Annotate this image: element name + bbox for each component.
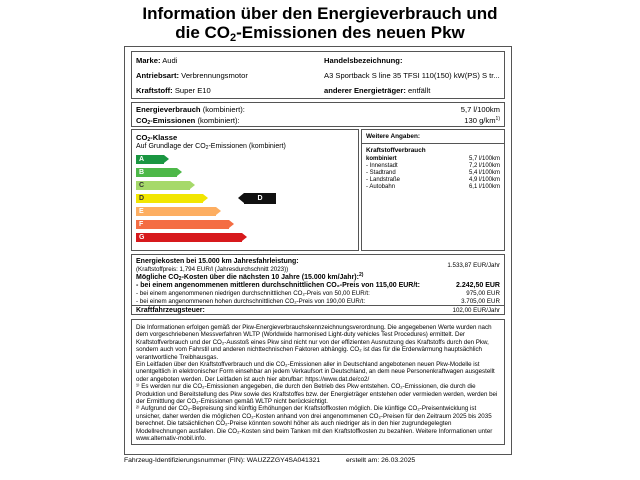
current-class-marker: D <box>244 193 276 204</box>
date-footer: erstellt am: 26.03.2025 <box>346 457 416 464</box>
fuel-consumption-label: - Innenstadt <box>366 163 398 169</box>
note-paragraph: ¹⁾ Es werden nur die CO₂-Emissionen angegeben, die durch den Betrieb des Pkw entstehen. CO₂-Emissionen, die durch die Produktion und Bereitstellung des Pkw sowie des Kraftstoffes bzw. der Energieträger entstehen oder vermieden werden, werden bei der Ermittlung der CO₂-Emissionen gemäß WLTP nicht berücksichtigt. <box>136 383 498 406</box>
vehicle-tax-label: Kraftfahrzeugsteuer: <box>136 307 205 314</box>
fuel-row: Kraftstoff: Super E10 <box>136 86 211 95</box>
co2-class-subtitle: Auf Grundlage der $CO_2$-Emissionen (kombiniert) <box>136 143 286 151</box>
title-line-2: die $CO_2$-Emissionen des neuen Pkw <box>175 23 465 44</box>
other-energy-row: anderer Energieträger: entfällt <box>324 86 431 95</box>
co2-class-bar-d: D <box>136 194 203 203</box>
note-paragraph: Die Informationen erfolgen gemäß der Pkw-Energieverbrauchskennzeichnungsverordnung. Die angegebenen Werte wurden nach dem vorgeschriebenen Messverfahren WLTP (Worldwide harmonised Light-duty vehicles Test Procedures) ermittelt. Der Kraftstoffverbrauch und der CO₂-Ausstoß eines Pkw sind nicht nur von der effizienten Ausnutzung des Kraftstoffs durch den Pkw, sondern auch vom Fahrstil und anderen nichttechnischen Faktoren abhängig. CO₂ ist das für die Erderwärmung hauptsächlich verantwortliche Treibhausgas. <box>136 324 492 361</box>
trade-name-label: Handelsbezeichnung: <box>324 56 403 65</box>
title-line-1: Information über den Energieverbrauch und <box>142 4 498 23</box>
trade-name-value: A3 Sportback S line 35 TFSI 110(150) kW(PS) S tr... <box>324 71 500 80</box>
fuel-consumption-label: - Autobahn <box>366 184 396 190</box>
fuel-consumption-label: - Landstraße <box>366 177 401 183</box>
note-paragraph: ²⁾ Aufgrund der CO₂-Bepreisung sind künftig Erhöhungen der Kraftstoffkosten möglich. Die künftige CO₂-Preisentwicklung ist unsicher, daher werden die möglichen CO₂-Kosten anhand von drei angenommenen CO₂-Preisen für den Zeitraum 2025 bis 2035 berechnet. Die tatsächlichen CO₂-Preise könnten sowohl höher als auch niedriger als in den hier zugrundegelegten Modellrechnungen ausfallen. Die CO₂-Kosten sind beim Tanken mit den Kraftstoffkosten zu bezahlen. Weitere Informationen unter www.alternativ-mobil.info. <box>136 405 493 443</box>
drive-row: Antriebsart: Verbrennungsmotor <box>136 71 248 80</box>
co2-cost-high-value: 3.705,00 EUR <box>461 298 500 305</box>
co2-cost-mid-label: - bei einem angenommenen mittleren durchschnittlichen CO₂-Preis von 115,00 EUR/t: <box>136 282 420 289</box>
energy-consumption-row: Energieverbrauch (kombiniert): <box>136 105 245 114</box>
co2-class-bar-c: C <box>136 181 190 190</box>
vehicle-header-box <box>131 51 505 99</box>
fuel-consumption-label: - Stadtrand <box>366 170 396 176</box>
co2-cost-low-label: - bei einem angenommenen niedrigen durchschnittlichen CO₂-Preis von 50,00 EUR/t: <box>136 290 370 297</box>
vehicle-tax-value: 102,00 EUR/Jahr <box>452 307 500 314</box>
further-info-divider <box>362 143 504 144</box>
costs-box <box>131 254 505 315</box>
energy-label-sheet <box>124 46 512 455</box>
co2-class-box <box>131 129 359 251</box>
co2-cost-high-label: - bei einem angenommenen hohen durchschnittlichen CO₂-Preis von 190,00 EUR/t: <box>136 298 366 305</box>
fuel-consumption-value: 5,4 l/100km <box>468 170 500 176</box>
co2-cost-title: Mögliche $CO_2$-Kosten über die nächsten 10 Jahre (15.000 km/Jahr):$^{2)}$ <box>136 272 364 282</box>
vin-footer: Fahrzeug-Identifizierungsnummer (FIN): WAUZZZGY4SA041321 <box>124 457 321 464</box>
co2-emission-value: 130 $g/km^{1)}$ <box>464 116 500 125</box>
energy-consumption-value: 5,7 l/100km <box>460 105 500 114</box>
co2-emission-row: $CO_2$-Emissionen (kombiniert): <box>136 116 240 126</box>
co2-class-title: $CO_2$-Klasse <box>136 133 178 143</box>
fuel-consumption-value: 7,2 l/100km <box>468 163 500 169</box>
energy-cost-label: Energiekosten bei 15.000 km Jahresfahrleistung: <box>136 258 299 265</box>
further-info-box <box>361 129 505 251</box>
co2-class-bar-e: E <box>136 207 216 216</box>
co2-class-bar-f: F <box>136 220 229 229</box>
energy-cost-value: 1.533,87 EUR/Jahr <box>447 262 500 269</box>
fuel-consumption-value: 5,7 l/100km <box>468 156 500 162</box>
fuel-consumption-value: 4,9 l/100km <box>468 177 500 183</box>
fuel-consumption-title: Kraftstoffverbrauch <box>366 147 426 154</box>
co2-class-bar-a: A <box>136 155 164 164</box>
co2-cost-low-value: 975,00 EUR <box>466 290 500 297</box>
notes-box <box>131 319 505 445</box>
brand-row: Marke: Audi <box>136 56 178 65</box>
page-title <box>0 4 640 42</box>
further-info-title: Weitere Angaben: <box>366 133 420 140</box>
co2-class-bar-b: B <box>136 168 177 177</box>
energy-cost-note: (Kraftstoffpreis: 1,794 EUR/l (Jahresdurchschnitt 2023)) <box>136 266 289 273</box>
fuel-consumption-label: kombiniert <box>366 156 397 162</box>
co2-class-bar-g: G <box>136 233 242 242</box>
note-paragraph: Ein Leitfaden über den Kraftstoffverbrauch und die CO₂-Emissionen aller in Deutschland angebotenen neuen Pkw-Modelle ist unentgeltlich in elektronischer Form einsehbar an jedem Verkaufsort in Deutschland, an dem neue Personenkraftwagen ausgestellt oder angeboten werden. Der Leitfaden ist auch hier abrufbar: https://www.dat.de/co2/ <box>136 361 495 383</box>
co2-cost-mid-value: 2.242,50 EUR <box>456 282 500 289</box>
consumption-box <box>131 102 505 127</box>
fuel-consumption-value: 6,1 l/100km <box>468 184 500 190</box>
